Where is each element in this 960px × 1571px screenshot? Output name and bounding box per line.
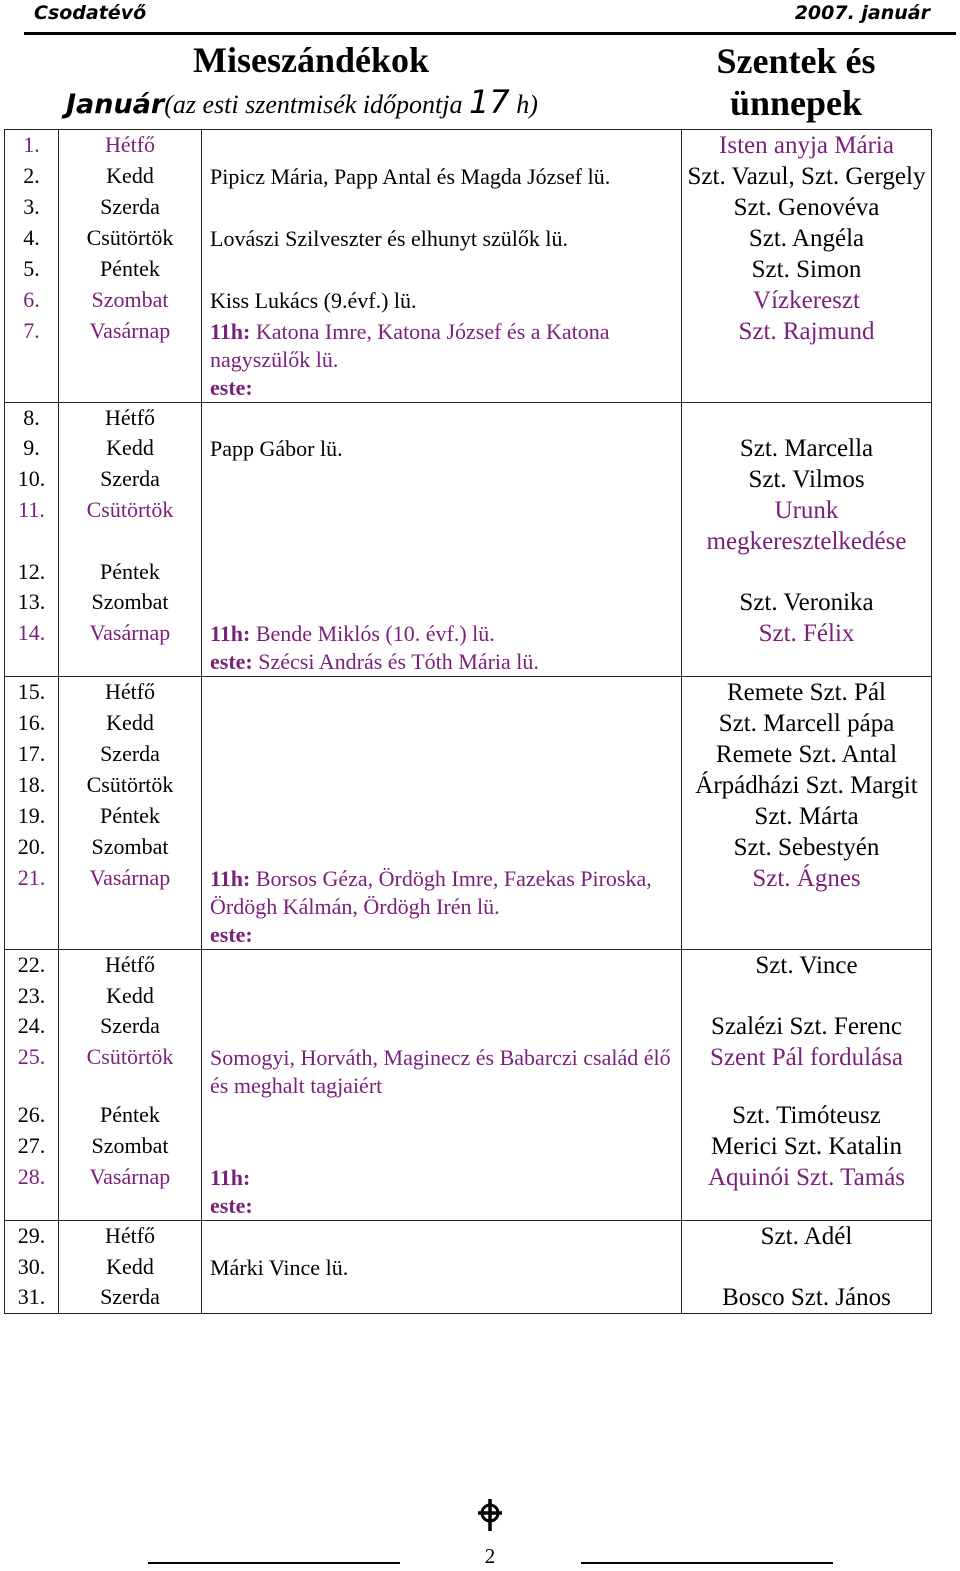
day-row (5, 285, 932, 316)
day-number: 9. (5, 433, 59, 464)
day-name: Szombat (59, 285, 202, 316)
day-number: 10. (5, 464, 59, 495)
day-row (5, 801, 932, 832)
day-row (5, 863, 932, 950)
page-number: 2 (484, 1544, 496, 1568)
day-number: 29. (5, 1221, 59, 1253)
day-row (5, 495, 932, 557)
day-row (5, 832, 932, 863)
day-number: 15. (5, 677, 59, 709)
mass-intention: Somogyi, Horváth, Maginecz és Babarczi család élő és meghalt tagjaiért (202, 1042, 682, 1100)
day-name: Kedd (59, 433, 202, 464)
day-number: 23. (5, 981, 59, 1011)
day-name: Hétfő (59, 1221, 202, 1253)
day-row (5, 130, 932, 162)
saint-feast: Szt. Rajmund (682, 316, 932, 403)
day-number: 19. (5, 801, 59, 832)
day-number: 8. (5, 403, 59, 434)
day-number: 27. (5, 1131, 59, 1162)
day-name: Péntek (59, 557, 202, 587)
day-row (5, 739, 932, 770)
saint-feast: Szt. Adél (682, 1221, 932, 1253)
day-number: 5. (5, 254, 59, 285)
mass-intention (202, 1011, 682, 1042)
saint-feast: Szt. Angéla (682, 223, 932, 254)
day-name: Szerda (59, 1282, 202, 1314)
day-name: Szerda (59, 464, 202, 495)
day-name: Vasárnap (59, 863, 202, 950)
day-row (5, 161, 932, 192)
day-number: 31. (5, 1282, 59, 1314)
day-row (5, 1011, 932, 1042)
day-number: 28. (5, 1162, 59, 1221)
saints-header (681, 40, 911, 124)
subtitle (66, 85, 538, 122)
day-row (5, 1162, 932, 1221)
morning-mass-text: Borsos Géza, Ördögh Imre, Fazekas Piroska, Ördögh Kálmán, Ördögh Irén lü. (210, 866, 652, 919)
day-row (5, 403, 932, 434)
saint-feast (682, 1252, 932, 1282)
header-rule (24, 32, 956, 35)
saint-feast: Szt. Genovéva (682, 192, 932, 223)
day-name: Péntek (59, 254, 202, 285)
morning-mass-label: 11h: (210, 319, 251, 344)
day-name: Hétfő (59, 403, 202, 434)
saint-feast: Árpádházi Szt. Margit (682, 770, 932, 801)
day-row (5, 464, 932, 495)
day-number: 14. (5, 618, 59, 677)
saint-feast: Szt. Marcell pápa (682, 708, 932, 739)
day-name: Szombat (59, 587, 202, 618)
day-name: Csütörtök (59, 1042, 202, 1100)
day-name: Vasárnap (59, 618, 202, 677)
day-name: Hétfő (59, 130, 202, 162)
day-number: 11. (5, 495, 59, 557)
morning-mass-label: 11h: (210, 866, 251, 891)
evening-mass-label: este: (210, 1193, 253, 1218)
day-number: 21. (5, 863, 59, 950)
day-row (5, 433, 932, 464)
day-number: 17. (5, 739, 59, 770)
saint-feast: Szt. Veronika (682, 587, 932, 618)
saint-feast: Szent Pál fordulása (682, 1042, 932, 1100)
mass-intention: Kiss Lukács (9.évf.) lü. (202, 285, 682, 316)
morning-mass-label: 11h: (210, 621, 251, 646)
day-row (5, 1221, 932, 1253)
day-number: 30. (5, 1252, 59, 1282)
mass-intention: Pipicz Mária, Papp Antal és Magda József lü. (202, 161, 682, 192)
day-row (5, 557, 932, 587)
saint-feast: Aquinói Szt. Tamás (682, 1162, 932, 1221)
saint-feast: Szt. Marcella (682, 433, 932, 464)
mass-intention (202, 950, 682, 982)
mass-intention (202, 1162, 682, 1221)
evening-mass-label: este: (210, 922, 253, 947)
saint-feast: Remete Szt. Pál (682, 677, 932, 709)
saint-feast: Szt. Márta (682, 801, 932, 832)
saint-feast: Szt. Ágnes (682, 863, 932, 950)
day-row (5, 618, 932, 677)
day-number: 7. (5, 316, 59, 403)
mass-intention (202, 618, 682, 677)
mass-intention: Márki Vince lü. (202, 1252, 682, 1282)
day-number: 3. (5, 192, 59, 223)
morning-mass (210, 318, 681, 374)
mass-intention (202, 739, 682, 770)
day-name: Hétfő (59, 950, 202, 982)
saint-feast: Szt. Timóteusz (682, 1100, 932, 1131)
mass-intention (202, 464, 682, 495)
saint-feast: Remete Szt. Antal (682, 739, 932, 770)
day-row (5, 708, 932, 739)
evening-mass-text: Szécsi András és Tóth Mária lü. (252, 649, 539, 674)
subtitle-hour: 17 (469, 83, 510, 121)
evening-mass (210, 374, 681, 402)
saint-feast: Szt. Vilmos (682, 464, 932, 495)
day-number: 25. (5, 1042, 59, 1100)
mass-intention (202, 832, 682, 863)
saint-feast: Szalézi Szt. Ferenc (682, 1011, 932, 1042)
subtitle-text-before: (az esti szentmisék időpontja (164, 90, 470, 119)
saints-header-line2: ünnepek (729, 83, 863, 123)
day-row (5, 316, 932, 403)
mass-intention (202, 1282, 682, 1314)
day-row (5, 770, 932, 801)
day-name: Csütörtök (59, 495, 202, 557)
day-name: Kedd (59, 1252, 202, 1282)
mass-intention: Lovászi Szilveszter és elhunyt szülők lü. (202, 223, 682, 254)
day-name: Szombat (59, 832, 202, 863)
mass-intention (202, 254, 682, 285)
mass-intention (202, 557, 682, 587)
page-title: Miseszándékok (193, 40, 430, 80)
day-name: Szerda (59, 739, 202, 770)
day-number: 6. (5, 285, 59, 316)
day-name: Szerda (59, 192, 202, 223)
mass-intention (202, 708, 682, 739)
saint-feast (682, 403, 932, 434)
mass-intention (202, 495, 682, 557)
mass-intention (202, 1100, 682, 1131)
day-name: Kedd (59, 161, 202, 192)
evening-mass (210, 1192, 681, 1220)
day-row (5, 1042, 932, 1100)
mass-intention (202, 801, 682, 832)
day-number: 4. (5, 223, 59, 254)
day-name: Szombat (59, 1131, 202, 1162)
day-name: Csütörtök (59, 770, 202, 801)
calendar-table (4, 129, 932, 1314)
mass-intention (202, 316, 682, 403)
morning-mass (210, 865, 681, 921)
day-name: Péntek (59, 1100, 202, 1131)
evening-mass-label: este: (210, 649, 253, 674)
day-row (5, 254, 932, 285)
morning-mass-label: 11h: (210, 1165, 251, 1190)
day-name: Péntek (59, 801, 202, 832)
day-row (5, 1100, 932, 1131)
saints-header-line1: Szentek és (716, 41, 876, 81)
day-number: 12. (5, 557, 59, 587)
evening-mass (210, 648, 681, 676)
mass-intention (202, 130, 682, 162)
day-number: 24. (5, 1011, 59, 1042)
morning-mass-text: Bende Miklós (10. évf.) lü. (250, 621, 495, 646)
day-row (5, 1252, 932, 1282)
mass-intention: Papp Gábor lü. (202, 433, 682, 464)
day-row (5, 950, 932, 982)
day-name: Szerda (59, 1011, 202, 1042)
day-name: Vasárnap (59, 316, 202, 403)
saint-feast: Szt. Vince (682, 950, 932, 982)
day-name: Csütörtök (59, 223, 202, 254)
saint-feast: Szt. Félix (682, 618, 932, 677)
day-name: Hétfő (59, 677, 202, 709)
day-number: 22. (5, 950, 59, 982)
mass-intention (202, 677, 682, 709)
morning-mass-text: Katona Imre, Katona József és a Katona nagyszülők lü. (210, 319, 610, 372)
day-row (5, 192, 932, 223)
day-number: 1. (5, 130, 59, 162)
mass-intention (202, 770, 682, 801)
day-row (5, 981, 932, 1011)
mass-intention (202, 863, 682, 950)
subtitle-text-after: h) (509, 90, 538, 119)
saint-feast: Vízkereszt (682, 285, 932, 316)
day-number: 2. (5, 161, 59, 192)
day-number: 18. (5, 770, 59, 801)
saint-feast: Isten anyja Mária (682, 130, 932, 162)
saint-feast (682, 557, 932, 587)
day-name: Kedd (59, 708, 202, 739)
morning-mass (210, 620, 681, 648)
day-row (5, 587, 932, 618)
mass-intention (202, 192, 682, 223)
day-name: Kedd (59, 981, 202, 1011)
saint-feast: Szt. Vazul, Szt. Gergely (682, 161, 932, 192)
day-name: Vasárnap (59, 1162, 202, 1221)
mass-intention (202, 1221, 682, 1253)
day-number: 13. (5, 587, 59, 618)
mass-intention (202, 587, 682, 618)
day-number: 20. (5, 832, 59, 863)
cross-icon (478, 1498, 502, 1532)
publication-name: Csodatévő (34, 2, 147, 24)
mass-intention (202, 981, 682, 1011)
saint-feast: Szt. Sebestyén (682, 832, 932, 863)
morning-mass (210, 1164, 681, 1192)
saint-feast: Urunk megkeresztelkedése (682, 495, 932, 557)
subtitle-month: Január (66, 89, 165, 120)
evening-mass (210, 921, 681, 949)
day-number: 26. (5, 1100, 59, 1131)
saint-feast: Merici Szt. Katalin (682, 1131, 932, 1162)
saint-feast (682, 981, 932, 1011)
day-row (5, 1131, 932, 1162)
day-row (5, 677, 932, 709)
saint-feast: Bosco Szt. János (682, 1282, 932, 1314)
mass-intention (202, 1131, 682, 1162)
day-row (5, 223, 932, 254)
saint-feast: Szt. Simon (682, 254, 932, 285)
mass-intention (202, 403, 682, 434)
day-number: 16. (5, 708, 59, 739)
day-row (5, 1282, 932, 1314)
issue-date: 2007. január (794, 2, 930, 24)
evening-mass-label: este: (210, 375, 253, 400)
